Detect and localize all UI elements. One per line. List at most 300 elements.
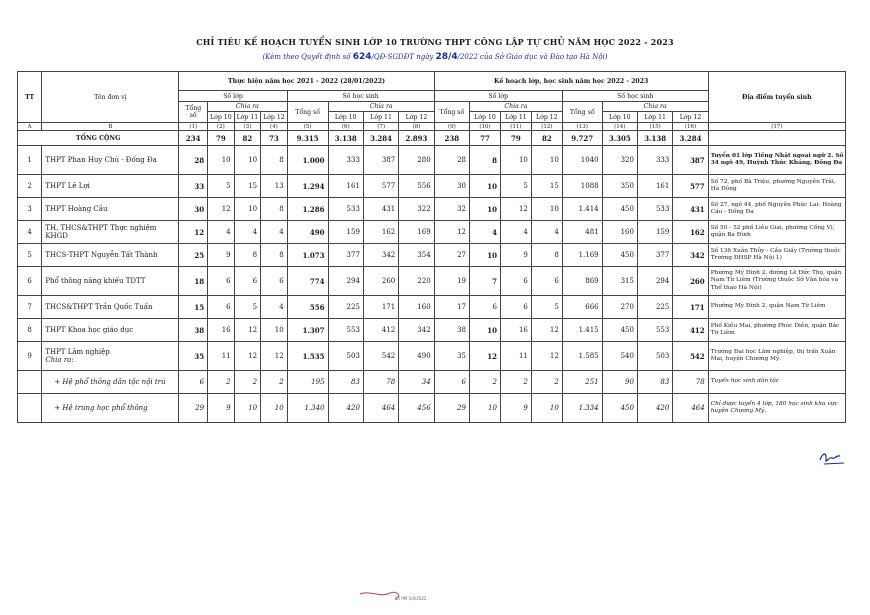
index-cell: (17): [708, 123, 845, 131]
value-cell: 159: [637, 221, 672, 244]
value-cell: 412: [363, 319, 398, 342]
value-cell: 1.294: [287, 175, 328, 198]
value-cell: 7: [470, 267, 501, 296]
value-cell: 342: [363, 244, 398, 267]
value-cell: 1.000: [287, 146, 328, 175]
total-label: TỔNG CỘNG: [18, 131, 179, 146]
value-cell: 161: [637, 175, 672, 198]
value-cell: 6: [500, 267, 531, 296]
total-value: 79: [208, 131, 235, 146]
document-subtitle: [0, 52, 870, 62]
value-cell: 12: [434, 221, 469, 244]
value-cell: 542: [673, 342, 708, 371]
unit-name-cell: [42, 267, 179, 296]
unit-name: THPT Lâm nghiệp: [45, 348, 110, 356]
value-cell: 159: [328, 221, 363, 244]
value-cell: 10: [470, 394, 501, 423]
unit-name-cell: [42, 296, 179, 319]
header-students-2: Số học sinh: [562, 91, 708, 102]
value-cell: 377: [328, 244, 363, 267]
value-cell: 1.414: [562, 198, 602, 221]
header-breakdown-4: Chia ra: [602, 102, 708, 112]
value-cell: 160: [399, 296, 434, 319]
header-total-3: Tổng số: [434, 102, 469, 123]
value-cell: 1.415: [562, 319, 602, 342]
location-cell: Số 50 - 52 phố Liễu Giai, phường Cống Vị, quận Ba Đình: [708, 221, 845, 244]
value-cell: 1.334: [562, 394, 602, 423]
value-cell: 450: [602, 244, 637, 267]
header-g11: Lớp 11: [637, 112, 672, 123]
value-cell: 377: [637, 244, 672, 267]
value-cell: 11: [208, 342, 235, 371]
value-cell: 10: [531, 198, 562, 221]
index-cell: (2): [208, 123, 235, 131]
subtitle-part2: /QĐ-SGDĐT ngày: [371, 53, 436, 61]
value-cell: 6: [531, 267, 562, 296]
value-cell: 32: [434, 198, 469, 221]
value-cell: 25: [179, 244, 208, 267]
signature-mark: [818, 446, 848, 468]
value-cell: 450: [602, 319, 637, 342]
value-cell: 322: [399, 198, 434, 221]
value-cell: 10: [470, 244, 501, 267]
value-cell: 28: [434, 146, 469, 175]
header-students-1: Số học sinh: [287, 91, 434, 102]
header-g12: Lớp 12: [531, 112, 562, 123]
value-cell: 78: [363, 371, 398, 394]
value-cell: 2: [234, 371, 261, 394]
row-index: [18, 394, 42, 423]
index-cell: (13): [562, 123, 602, 131]
index-cell: (4): [261, 123, 288, 131]
value-cell: 10: [261, 394, 288, 423]
header-total-4: Tổng số: [562, 102, 602, 123]
value-cell: 420: [328, 394, 363, 423]
total-value: 238: [434, 131, 469, 146]
table-row: [18, 394, 846, 423]
header-g10: Lớp 10: [328, 112, 363, 123]
value-cell: 16: [500, 319, 531, 342]
unit-name-cell: [42, 371, 179, 394]
header-breakdown-1: Chia ra: [208, 102, 288, 112]
value-cell: 5: [208, 175, 235, 198]
value-cell: 4: [234, 221, 261, 244]
header-g12: Lớp 12: [673, 112, 708, 123]
value-cell: 10: [500, 146, 531, 175]
unit-name-cell: [42, 319, 179, 342]
value-cell: 8: [470, 146, 501, 175]
footer-stamp: 15 PM 5/4/2022: [395, 596, 427, 601]
value-cell: 503: [328, 342, 363, 371]
value-cell: 162: [363, 221, 398, 244]
header-g11: Lớp 11: [234, 112, 261, 123]
value-cell: 10: [261, 319, 288, 342]
value-cell: 490: [399, 342, 434, 371]
unit-name-cell: [42, 342, 179, 371]
location-cell: Phố Kiều Mai, phường Phúc Diễn, quận Bắc Từ Liêm: [708, 319, 845, 342]
table-row: [18, 146, 846, 175]
value-cell: 4: [208, 221, 235, 244]
subtitle-part3: /2022 của Sở Giáo dục và Đào tạo Hà Nội): [457, 53, 608, 61]
value-cell: 315: [602, 267, 637, 296]
value-cell: 9: [208, 394, 235, 423]
value-cell: 1.585: [562, 342, 602, 371]
value-cell: 6: [470, 296, 501, 319]
index-cell: A: [18, 123, 42, 131]
unit-subnote: Chia ra:: [45, 356, 74, 364]
header-classes-1: Số lớp: [179, 91, 287, 102]
value-cell: 503: [637, 342, 672, 371]
table-row: [18, 319, 846, 342]
value-cell: 1040: [562, 146, 602, 175]
value-cell: 15: [179, 296, 208, 319]
value-cell: 450: [602, 198, 637, 221]
value-cell: 4: [261, 296, 288, 319]
value-cell: 27: [434, 244, 469, 267]
index-cell: (9): [434, 123, 469, 131]
index-cell: (7): [363, 123, 398, 131]
value-cell: 6: [208, 267, 235, 296]
header-unit: Tên đơn vị: [42, 72, 179, 123]
header-g12: Lớp 12: [399, 112, 434, 123]
value-cell: 8: [261, 146, 288, 175]
unit-name-cell: [42, 175, 179, 198]
value-cell: 481: [562, 221, 602, 244]
header-g10: Lớp 10: [602, 112, 637, 123]
location-cell: Phường Mỹ Đình 2, quận Nam Từ Liêm: [708, 296, 845, 319]
value-cell: 542: [363, 342, 398, 371]
value-cell: 160: [602, 221, 637, 244]
total-value: 3.284: [363, 131, 398, 146]
value-cell: 90: [602, 371, 637, 394]
value-cell: 553: [637, 319, 672, 342]
value-cell: 10: [234, 146, 261, 175]
value-cell: 556: [399, 175, 434, 198]
value-cell: 387: [673, 146, 708, 175]
index-cell: (11): [500, 123, 531, 131]
value-cell: 6: [500, 296, 531, 319]
row-index: 6: [18, 267, 42, 296]
decision-number: 624: [352, 52, 372, 62]
index-cell: (6): [328, 123, 363, 131]
table-row: [18, 342, 846, 371]
value-cell: 18: [179, 267, 208, 296]
value-cell: 540: [602, 342, 637, 371]
value-cell: 225: [328, 296, 363, 319]
value-cell: 38: [179, 319, 208, 342]
row-index: 4: [18, 221, 42, 244]
value-cell: 464: [363, 394, 398, 423]
location-cell: Trường Đại học Lâm nghiệp, thị trấn Xuân Mai, huyện Chương Mỹ.: [708, 342, 845, 371]
value-cell: 342: [673, 244, 708, 267]
unit-name: THPT Khoa học giáo dục: [45, 326, 134, 334]
table-row: [18, 296, 846, 319]
value-cell: 220: [399, 267, 434, 296]
index-cell: B: [42, 123, 179, 131]
value-cell: 4: [261, 221, 288, 244]
location-cell: Phường Mỹ Đình 2, đường Lê Đức Thọ, quận Nam Từ Liêm (Trường thuộc Sở Văn hóa và Thể thao Hà Nội): [708, 267, 845, 296]
value-cell: 9: [500, 394, 531, 423]
value-cell: 35: [179, 342, 208, 371]
value-cell: 10: [208, 146, 235, 175]
location-cell: Số 72, phố Bà Triệu, phường Nguyễn Trãi, Hà Đông: [708, 175, 845, 198]
header-group-2021: Thực hiện năm học 2021 - 2022 (28/01/2022): [179, 72, 434, 91]
value-cell: 28: [179, 146, 208, 175]
value-cell: 6: [234, 267, 261, 296]
value-cell: 169: [399, 221, 434, 244]
unit-name: THCS&THPT Trần Quốc Tuấn: [45, 303, 153, 311]
value-cell: 10: [470, 319, 501, 342]
value-cell: 4: [470, 221, 501, 244]
total-value: 77: [470, 131, 501, 146]
value-cell: 1.307: [287, 319, 328, 342]
value-cell: 12: [500, 198, 531, 221]
value-cell: 1.286: [287, 198, 328, 221]
value-cell: 2: [500, 371, 531, 394]
header-g11: Lớp 11: [500, 112, 531, 123]
value-cell: 6: [179, 371, 208, 394]
table-row: [18, 198, 846, 221]
value-cell: 1.169: [562, 244, 602, 267]
value-cell: 350: [602, 175, 637, 198]
value-cell: 577: [673, 175, 708, 198]
value-cell: 354: [399, 244, 434, 267]
index-cell: (8): [399, 123, 434, 131]
value-cell: 17: [434, 296, 469, 319]
value-cell: 10: [234, 394, 261, 423]
value-cell: 16: [208, 319, 235, 342]
total-location: [708, 131, 845, 146]
value-cell: 9: [208, 244, 235, 267]
value-cell: 12: [208, 198, 235, 221]
value-cell: 1.073: [287, 244, 328, 267]
value-cell: 1088: [562, 175, 602, 198]
row-index: [18, 371, 42, 394]
location-cell: Chỉ được tuyển 4 lớp, 180 học sinh khu vực huyện Chương Mỹ.: [708, 394, 845, 423]
value-cell: 29: [179, 394, 208, 423]
table-row: [18, 371, 846, 394]
value-cell: 280: [399, 146, 434, 175]
row-index: 8: [18, 319, 42, 342]
value-cell: 19: [434, 267, 469, 296]
value-cell: 4: [531, 221, 562, 244]
value-cell: 450: [602, 394, 637, 423]
value-cell: 490: [287, 221, 328, 244]
value-cell: 15: [234, 175, 261, 198]
value-cell: 12: [234, 319, 261, 342]
index-cell: (10): [470, 123, 501, 131]
value-cell: 161: [328, 175, 363, 198]
value-cell: 260: [673, 267, 708, 296]
row-index: 1: [18, 146, 42, 175]
index-cell: (3): [234, 123, 261, 131]
total-value: 79: [500, 131, 531, 146]
index-cell: (1): [179, 123, 208, 131]
index-cell: (12): [531, 123, 562, 131]
total-value: 82: [234, 131, 261, 146]
total-value: 3.305: [602, 131, 637, 146]
index-cell: (14): [602, 123, 637, 131]
value-cell: 38: [434, 319, 469, 342]
value-cell: 666: [562, 296, 602, 319]
value-cell: 34: [399, 371, 434, 394]
value-cell: 13: [261, 175, 288, 198]
value-cell: 431: [673, 198, 708, 221]
admission-table: [17, 71, 846, 423]
value-cell: 294: [637, 267, 672, 296]
row-index: 5: [18, 244, 42, 267]
value-cell: 774: [287, 267, 328, 296]
row-index: 7: [18, 296, 42, 319]
value-cell: 577: [363, 175, 398, 198]
value-cell: 195: [287, 371, 328, 394]
value-cell: 225: [637, 296, 672, 319]
value-cell: 2: [208, 371, 235, 394]
value-cell: 464: [673, 394, 708, 423]
value-cell: 8: [261, 244, 288, 267]
value-cell: 83: [328, 371, 363, 394]
total-value: 73: [261, 131, 288, 146]
total-value: 234: [179, 131, 208, 146]
unit-name-cell: [42, 198, 179, 221]
value-cell: 6: [208, 296, 235, 319]
value-cell: 251: [562, 371, 602, 394]
value-cell: 12: [234, 342, 261, 371]
row-index: 9: [18, 342, 42, 371]
value-cell: 30: [179, 198, 208, 221]
value-cell: 12: [531, 342, 562, 371]
value-cell: 15: [531, 175, 562, 198]
unit-name: TH, THCS&THPT Thực nghiệm KHGD: [45, 224, 157, 240]
value-cell: 260: [363, 267, 398, 296]
header-g12: Lớp 12: [261, 112, 288, 123]
value-cell: 10: [531, 394, 562, 423]
total-value: 3.138: [328, 131, 363, 146]
value-cell: 171: [363, 296, 398, 319]
row-index: 3: [18, 198, 42, 221]
subtitle-part1: (Kèm theo Quyết định số: [262, 53, 353, 61]
value-cell: 5: [531, 296, 562, 319]
header-g10: Lớp 10: [208, 112, 235, 123]
value-cell: 5: [234, 296, 261, 319]
value-cell: 533: [328, 198, 363, 221]
value-cell: 294: [328, 267, 363, 296]
location-cell: Số 136 Xuân Thủy - Cầu Giấy (Trường thuộc Trường ĐHSP Hà Nội 1): [708, 244, 845, 267]
table-row: [18, 267, 846, 296]
value-cell: 556: [287, 296, 328, 319]
unit-name-cell: [42, 146, 179, 175]
index-cell: (15): [637, 123, 672, 131]
location-cell: Tuyển học sinh dân tộc: [708, 371, 845, 394]
value-cell: 456: [399, 394, 434, 423]
value-cell: 10: [470, 198, 501, 221]
value-cell: 5: [500, 175, 531, 198]
value-cell: 2: [261, 371, 288, 394]
value-cell: 1.535: [287, 342, 328, 371]
header-location: Địa điểm tuyển sinh: [708, 72, 845, 123]
value-cell: 553: [328, 319, 363, 342]
value-cell: 35: [434, 342, 469, 371]
total-value: 82: [531, 131, 562, 146]
unit-name: THPT Hoàng Cầu: [45, 205, 108, 213]
value-cell: 2: [470, 371, 501, 394]
value-cell: 83: [637, 371, 672, 394]
unit-name-cell: [42, 244, 179, 267]
unit-name-cell: [42, 394, 179, 423]
total-value: 2.893: [399, 131, 434, 146]
value-cell: 342: [399, 319, 434, 342]
value-cell: 333: [637, 146, 672, 175]
header-breakdown-2: Chia ra: [328, 102, 434, 112]
unit-name: + Hệ phổ thông dân tộc nội trú: [54, 378, 166, 386]
unit-name: THPT Lê Lợi: [45, 182, 90, 190]
value-cell: 12: [470, 342, 501, 371]
value-cell: 1.340: [287, 394, 328, 423]
value-cell: 270: [602, 296, 637, 319]
value-cell: 171: [673, 296, 708, 319]
unit-name-cell: [42, 221, 179, 244]
header-total-2: Tổng số: [287, 102, 328, 123]
value-cell: 9: [500, 244, 531, 267]
value-cell: 10: [234, 198, 261, 221]
value-cell: 8: [234, 244, 261, 267]
total-value: 3.284: [673, 131, 708, 146]
value-cell: 8: [531, 244, 562, 267]
total-value: 9.315: [287, 131, 328, 146]
header-g10: Lớp 10: [470, 112, 501, 123]
value-cell: 533: [637, 198, 672, 221]
unit-name: Phổ thông năng khiếu TDTT: [45, 277, 146, 285]
table-row: [18, 221, 846, 244]
value-cell: 12: [179, 221, 208, 244]
unit-name: + Hệ trung học phổ thông: [54, 404, 148, 412]
value-cell: 78: [673, 371, 708, 394]
index-row: [18, 123, 846, 131]
unit-name: THPT Phan Huy Chú - Đống Đa: [45, 156, 157, 164]
header-g11: Lớp 11: [363, 112, 398, 123]
table-row: [18, 175, 846, 198]
decision-date: 28/4: [435, 52, 458, 62]
value-cell: 11: [500, 342, 531, 371]
index-cell: (5): [287, 123, 328, 131]
total-value: 9.727: [562, 131, 602, 146]
total-value: 3.138: [637, 131, 672, 146]
value-cell: 869: [562, 267, 602, 296]
header-tt: TT: [18, 72, 42, 123]
value-cell: 412: [673, 319, 708, 342]
value-cell: 6: [261, 267, 288, 296]
value-cell: 12: [261, 342, 288, 371]
value-cell: 10: [470, 175, 501, 198]
value-cell: 29: [434, 394, 469, 423]
value-cell: 4: [500, 221, 531, 244]
document-title: CHỈ TIÊU KẾ HOẠCH TUYỂN SINH LỚP 10 TRƯỜNG THPT CÔNG LẬP TỰ CHỦ NĂM HỌC 2022 - 2023: [196, 37, 674, 47]
header-classes-2: Số lớp: [434, 91, 562, 102]
total-row: [18, 131, 846, 146]
index-cell: (16): [673, 123, 708, 131]
table-row: [18, 244, 846, 267]
location-cell: Số 27, ngõ 44, phố Nguyễn Phúc Lai- Hoàng Cầu - Đống Đa: [708, 198, 845, 221]
value-cell: 431: [363, 198, 398, 221]
value-cell: 333: [328, 146, 363, 175]
value-cell: 387: [363, 146, 398, 175]
value-cell: 10: [531, 146, 562, 175]
header-breakdown-3: Chia ra: [470, 102, 563, 112]
value-cell: 33: [179, 175, 208, 198]
value-cell: 12: [531, 319, 562, 342]
unit-name: THCS-THPT Nguyễn Tất Thành: [45, 251, 158, 259]
header-total-1: Tổng số: [179, 102, 208, 123]
